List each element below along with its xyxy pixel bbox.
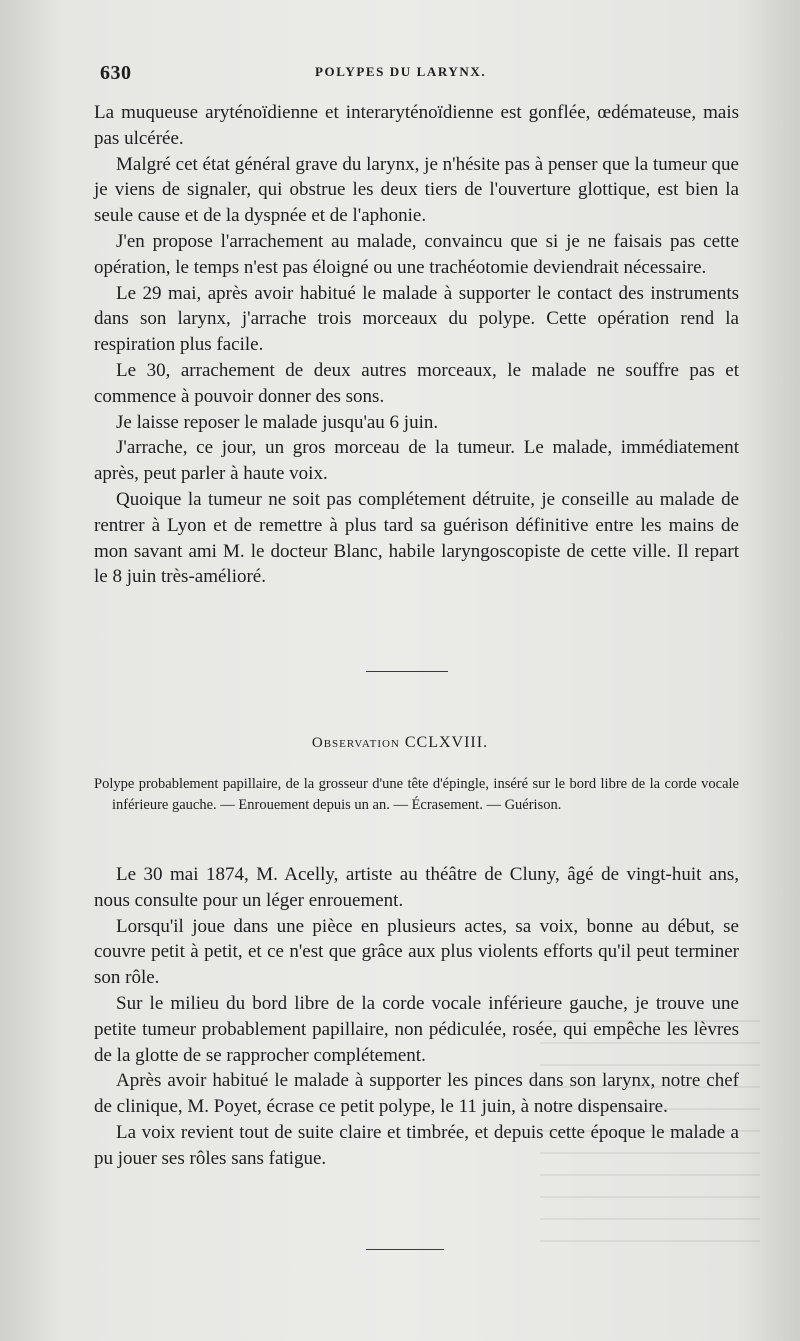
observation-heading	[0, 734, 800, 752]
page-header	[100, 60, 740, 90]
paragraph: Quoique la tumeur ne soit pas complétement détruite, je conseille au malade de rentrer à Lyon et de remettre à plus tard sa guérison définitive entre les mains de mon savant ami M. le docteur Blanc, habile laryngoscopiste de cette ville. Il repart le 8 juin très-amélioré.	[94, 488, 739, 588]
paragraph: Le 30, arrachement de deux autres morceaux, le malade ne souffre pas et commence à pouvoir donner des sons.	[94, 359, 739, 407]
paragraph: Je laisse reposer le malade jusqu'au 6 juin.	[116, 411, 439, 433]
page-number: 630	[100, 62, 132, 84]
paragraph: Le 29 mai, après avoir habitué le malade à supporter le contact des instruments dans son larynx, j'arrache trois morceaux du polype. Cette opération rend la respiration plus facile.	[94, 282, 739, 356]
observation-number: CCLXVIII.	[404, 734, 489, 751]
paragraph: Lorsqu'il joue dans une pièce en plusieurs actes, sa voix, bonne au début, se couvre petit à petit, et ce n'est que grâce aux plus violents efforts qu'il peut terminer son rôle.	[94, 915, 739, 989]
paragraph: La muqueuse aryténoïdienne et interaryténoïdienne est gonflée, œdémateuse, mais pas ulcérée.	[94, 102, 739, 149]
section-divider	[366, 671, 448, 672]
paragraph: J'arrache, ce jour, un gros morceau de la tumeur. Le malade, immédiatement après, peut parler à haute voix.	[94, 437, 739, 485]
paragraph: Le 30 mai 1874, M. Acelly, artiste au théâtre de Cluny, âgé de vingt-huit ans, nous consulte pour un léger enrouement.	[94, 864, 739, 911]
observation-text	[94, 862, 739, 1172]
observation-summary: Polype probablement papillaire, de la grosseur d'une tête d'épingle, inséré sur le bord libre de la corde vocale inférieure gauche. — Enrouement depuis un an. — Écrasement. — Guérison.	[94, 776, 739, 813]
paragraph: J'en propose l'arrachement au malade, convaincu que si je ne faisais pas cette opération, le temps n'est pas éloigné ou une trachéotomie deviendrait nécessaire.	[94, 230, 739, 278]
paragraph: Après avoir habitué le malade à supporter les pinces dans son larynx, notre chef de clinique, M. Poyet, écrase ce petit polype, le 11 juin, à notre dispensaire.	[94, 1070, 739, 1118]
case-continuation-text	[94, 100, 739, 590]
end-divider	[366, 1249, 444, 1250]
observation-label: Observation	[311, 735, 400, 751]
paragraph: Sur le milieu du bord libre de la corde vocale inférieure gauche, je trouve une petite tumeur probablement papillaire, non pédiculée, rosée, qui empêche les lèvres de la glotte de se rapprocher complétement.	[94, 992, 739, 1066]
paragraph: Malgré cet état général grave du larynx, je n'hésite pas à penser que la tumeur que je viens de signaler, qui obstrue les deux tiers de l'ouverture glottique, est bien la seule cause et de la dyspnée et de l'aphonie.	[94, 153, 739, 227]
running-head: POLYPES DU LARYNX.	[315, 64, 487, 79]
paragraph: La voix revient tout de suite claire et timbrée, et depuis cette époque le malade a pu jouer ses rôles sans fatigue.	[94, 1121, 739, 1169]
